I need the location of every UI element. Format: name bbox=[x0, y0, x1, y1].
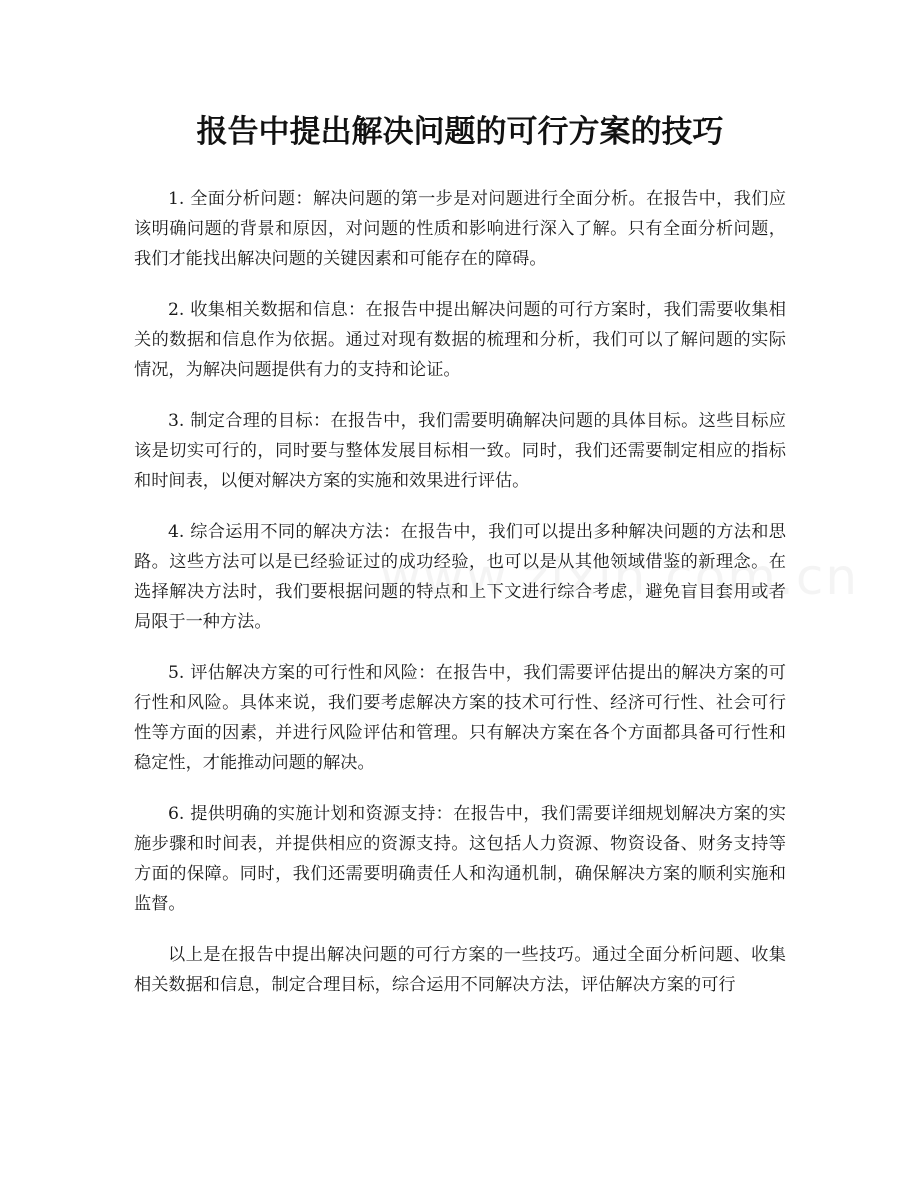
paragraph-4: 4. 综合运用不同的解决方法：在报告中，我们可以提出多种解决问题的方法和思路。这些方法可以是已经验证过的成功经验，也可以是从其他领域借鉴的新理念。在选择解决方法时，我们要根据问题的特点和上下文进行综合考虑，避免盲目套用或者局限于一种方法。 bbox=[134, 522, 786, 632]
document-title: 报告中提出解决问题的可行方案的技巧 bbox=[196, 114, 724, 150]
paragraph-6: 6. 提供明确的实施计划和资源支持：在报告中，我们需要详细规划解决方案的实施步骤和时间表，并提供相应的资源支持。这包括人力资源、物资设备、财务支持等方面的保障。同时，我们还需要明确责任人和沟通机制，确保解决方案的顺利实施和监督。 bbox=[134, 804, 786, 914]
paragraph-2: 2. 收集相关数据和信息：在报告中提出解决问题的可行方案时，我们需要收集相关的数据和信息作为依据。通过对现有数据的梳理和分析，我们可以了解问题的实际情况，为解决问题提供有力的支持和论证。 bbox=[134, 300, 786, 380]
document-body bbox=[134, 184, 786, 1021]
paragraph-5: 5. 评估解决方案的可行性和风险：在报告中，我们需要评估提出的解决方案的可行性和风险。具体来说，我们要考虑解决方案的技术可行性、经济可行性、社会可行性等方面的因素，并进行风险评估和管理。只有解决方案在各个方面都具备可行性和稳定性，才能推动问题的解决。 bbox=[134, 663, 786, 773]
paragraph-1: 1. 全面分析问题：解决问题的第一步是对问题进行全面分析。在报告中，我们应该明确问题的背景和原因，对问题的性质和影响进行深入了解。只有全面分析问题，我们才能找出解决问题的关键因素和可能存在的障碍。 bbox=[134, 189, 786, 269]
paragraph-summary: 以上是在报告中提出解决问题的可行方案的一些技巧。通过全面分析问题、收集相关数据和信息，制定合理目标，综合运用不同解决方法，评估解决方案的可行 bbox=[134, 945, 786, 995]
paragraph-3: 3. 制定合理的目标：在报告中，我们需要明确解决问题的具体目标。这些目标应该是切实可行的，同时要与整体发展目标相一致。同时，我们还需要制定相应的指标和时间表，以便对解决方案的实施和效果进行评估。 bbox=[134, 411, 786, 491]
